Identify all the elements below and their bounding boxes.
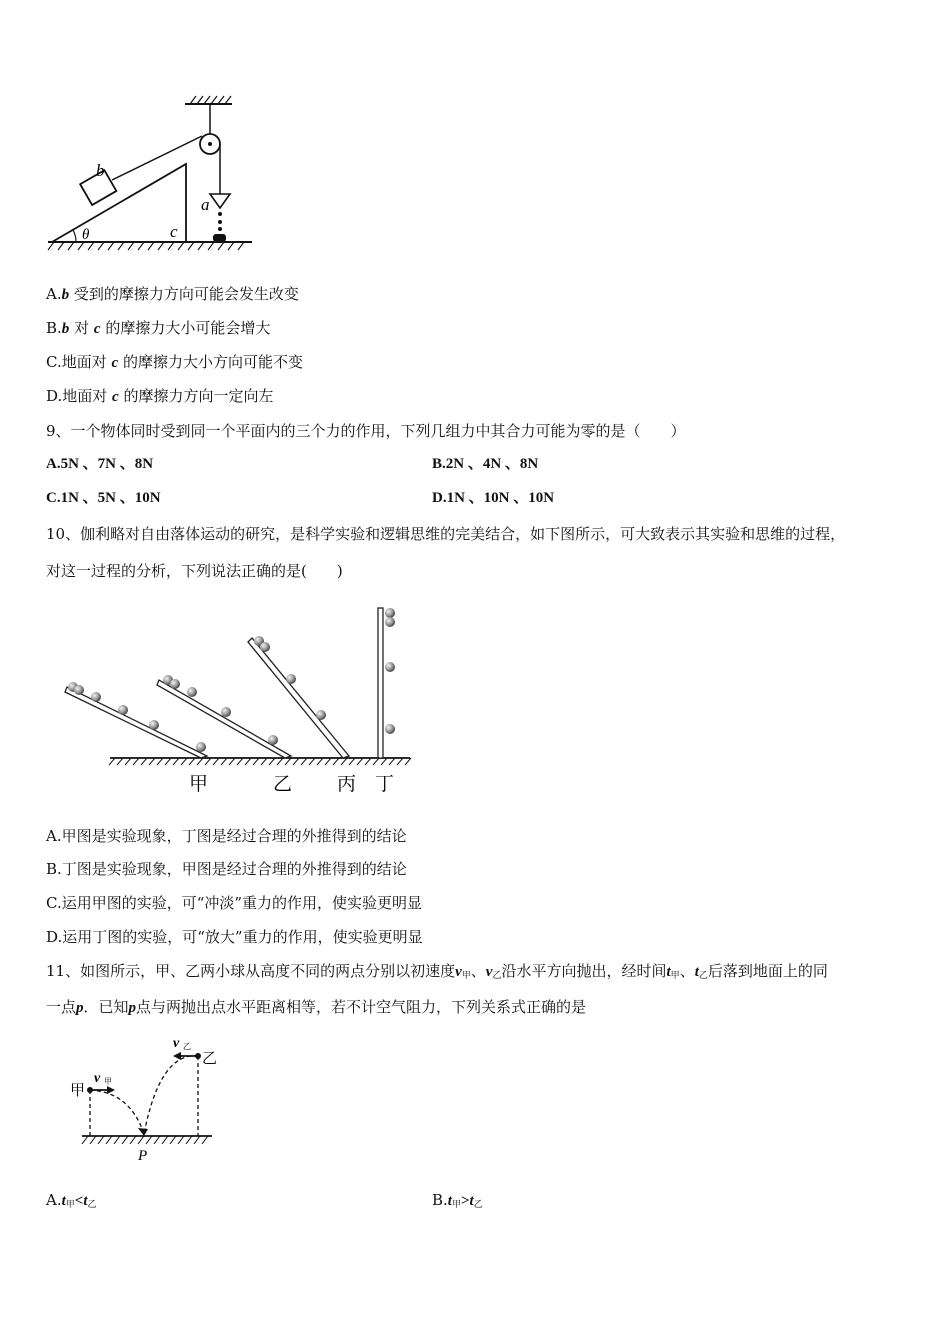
q10-option-c: C.运用甲图的实验，可“冲淡”重力的作用，使实验更明显 bbox=[46, 894, 423, 912]
q11-stem-line2: 一点p．已知p点与两抛出点水平距离相等，若不计空气阻力，下列关系式正确的是 bbox=[46, 998, 587, 1016]
label-a: a bbox=[201, 195, 210, 214]
q10-option-d: D.运用丁图的实验，可“放大”重力的作用，使实验更明显 bbox=[46, 928, 423, 946]
label-jia-ball: 甲 bbox=[70, 1083, 86, 1099]
q8-option-d: D.地面对 c 的摩擦力方向一定向左 bbox=[46, 387, 274, 405]
label-jia: 甲 bbox=[189, 774, 209, 795]
q8-option-b: B.b 对 c 的摩擦力大小可能会增大 bbox=[46, 319, 271, 337]
q9-option-a: A.5N 、7N 、8N bbox=[46, 456, 154, 472]
projectile-figure bbox=[60, 1032, 230, 1172]
label-theta: θ bbox=[82, 227, 90, 243]
q9-option-b: B.2N 、4N 、8N bbox=[432, 456, 539, 472]
q10-option-a: A.甲图是实验现象，丁图是经过合理的外推得到的结论 bbox=[46, 827, 407, 845]
q10-option-b: B.丁图是实验现象，甲图是经过合理的外推得到的结论 bbox=[46, 860, 407, 878]
label-b: b bbox=[96, 161, 105, 180]
q9-option-c: C.1N 、5N 、10N bbox=[46, 490, 161, 506]
label-v-yi-sub: 乙 bbox=[183, 1042, 191, 1051]
label-ding: 丁 bbox=[375, 774, 395, 795]
label-P: P bbox=[138, 1148, 148, 1164]
label-v-yi: v bbox=[173, 1036, 180, 1051]
q11-option-b: $B.t_甲>t_乙$ bbox=[432, 1191, 483, 1210]
label-yi-ball: 乙 bbox=[202, 1051, 218, 1067]
q10-stem-line2: 对这一过程的分析，下列说法正确的是( ) bbox=[46, 562, 343, 580]
q8-option-a: A.b 受到的摩擦力方向可能会发生改变 bbox=[46, 285, 299, 303]
q11-stem-line1: 11、如图所示，甲、乙两小球从高度不同的两点分别以初速度$v_甲$、$v_乙$沿水平方向抛出，经时间$t_甲$、$t_乙$后落到地面上的同 bbox=[46, 962, 828, 981]
q9-stem: 9、一个物体同时受到同一个平面内的三个力的作用，下列几组力中其合力可能为零的是（ ） bbox=[46, 422, 686, 440]
label-c: c bbox=[170, 222, 178, 241]
label-yi: 乙 bbox=[273, 774, 293, 795]
q10-stem-line1: 10、伽利略对自由落体运动的研究，是科学实验和逻辑思维的完美结合，如下图所示，可大致表示其实验和思维的过程， bbox=[46, 525, 846, 543]
q8-option-c: C.地面对 c 的摩擦力大小方向可能不变 bbox=[46, 353, 303, 371]
q11-option-a: $A.t_甲<t_乙$ bbox=[46, 1191, 97, 1210]
galileo-inclines-figure bbox=[55, 600, 425, 800]
incline-pulley-figure bbox=[40, 92, 260, 257]
label-v-jia-sub: 甲 bbox=[104, 1077, 112, 1086]
label-bing: 丙 bbox=[337, 774, 357, 795]
label-v-jia: v bbox=[94, 1071, 101, 1086]
q9-option-d: D.1N 、10N 、10N bbox=[432, 490, 555, 506]
